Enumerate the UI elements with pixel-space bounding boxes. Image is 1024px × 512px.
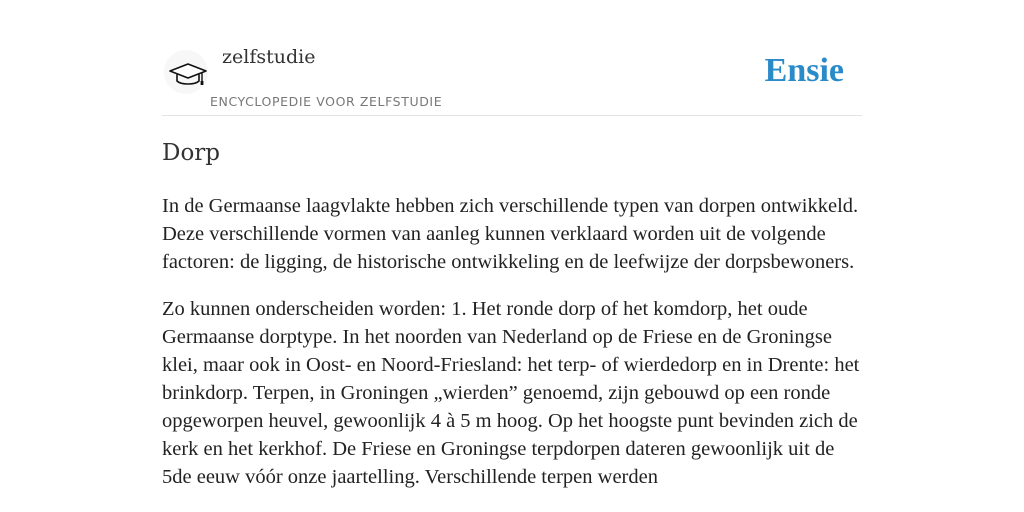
site-header <box>162 40 862 116</box>
ensie-brand-logo[interactable]: Ensie <box>764 52 844 89</box>
article-paragraph: In de Germaanse laagvlakte hebben zich verschillende typen van dorpen ontwikkeld. Deze verschillende vormen van aanleg kunnen verklaard worden uit de volgende factoren: de ligging, de historische ontwikkeling en de leefwijze der dorpsbewoners. <box>162 195 859 273</box>
site-tagline: ENCYCLOPEDIE VOOR ZELFSTUDIE <box>210 94 443 109</box>
graduation-cap-icon[interactable] <box>164 50 208 94</box>
page-title: Dorp <box>162 140 221 166</box>
article-body <box>162 192 864 510</box>
article-paragraph: Zo kunnen onderscheiden worden: 1. Het ronde dorp of het komdorp, het oude Germaanse dorptype. In het noorden van Nederland op de Friese en de Groningse klei, maar ook in Oost- en Noord-Friesland: het terp- of wierdedorp en in Drente: het brinkdorp. Terpen, in Groningen „wierden” genoemd, zijn gebouwd op een ronde opgeworpen heuvel, gewoonlijk 4 à 5 m hoog. Op het hoogste punt bevinden zich de kerk en het kerkhof. De Friese en Groningse terpdorpen dateren gewoonlijk uit de 5de eeuw vóór onze jaartelling. Verschillende terpen werden <box>162 298 860 488</box>
site-name-link[interactable]: zelfstudie <box>222 46 316 68</box>
